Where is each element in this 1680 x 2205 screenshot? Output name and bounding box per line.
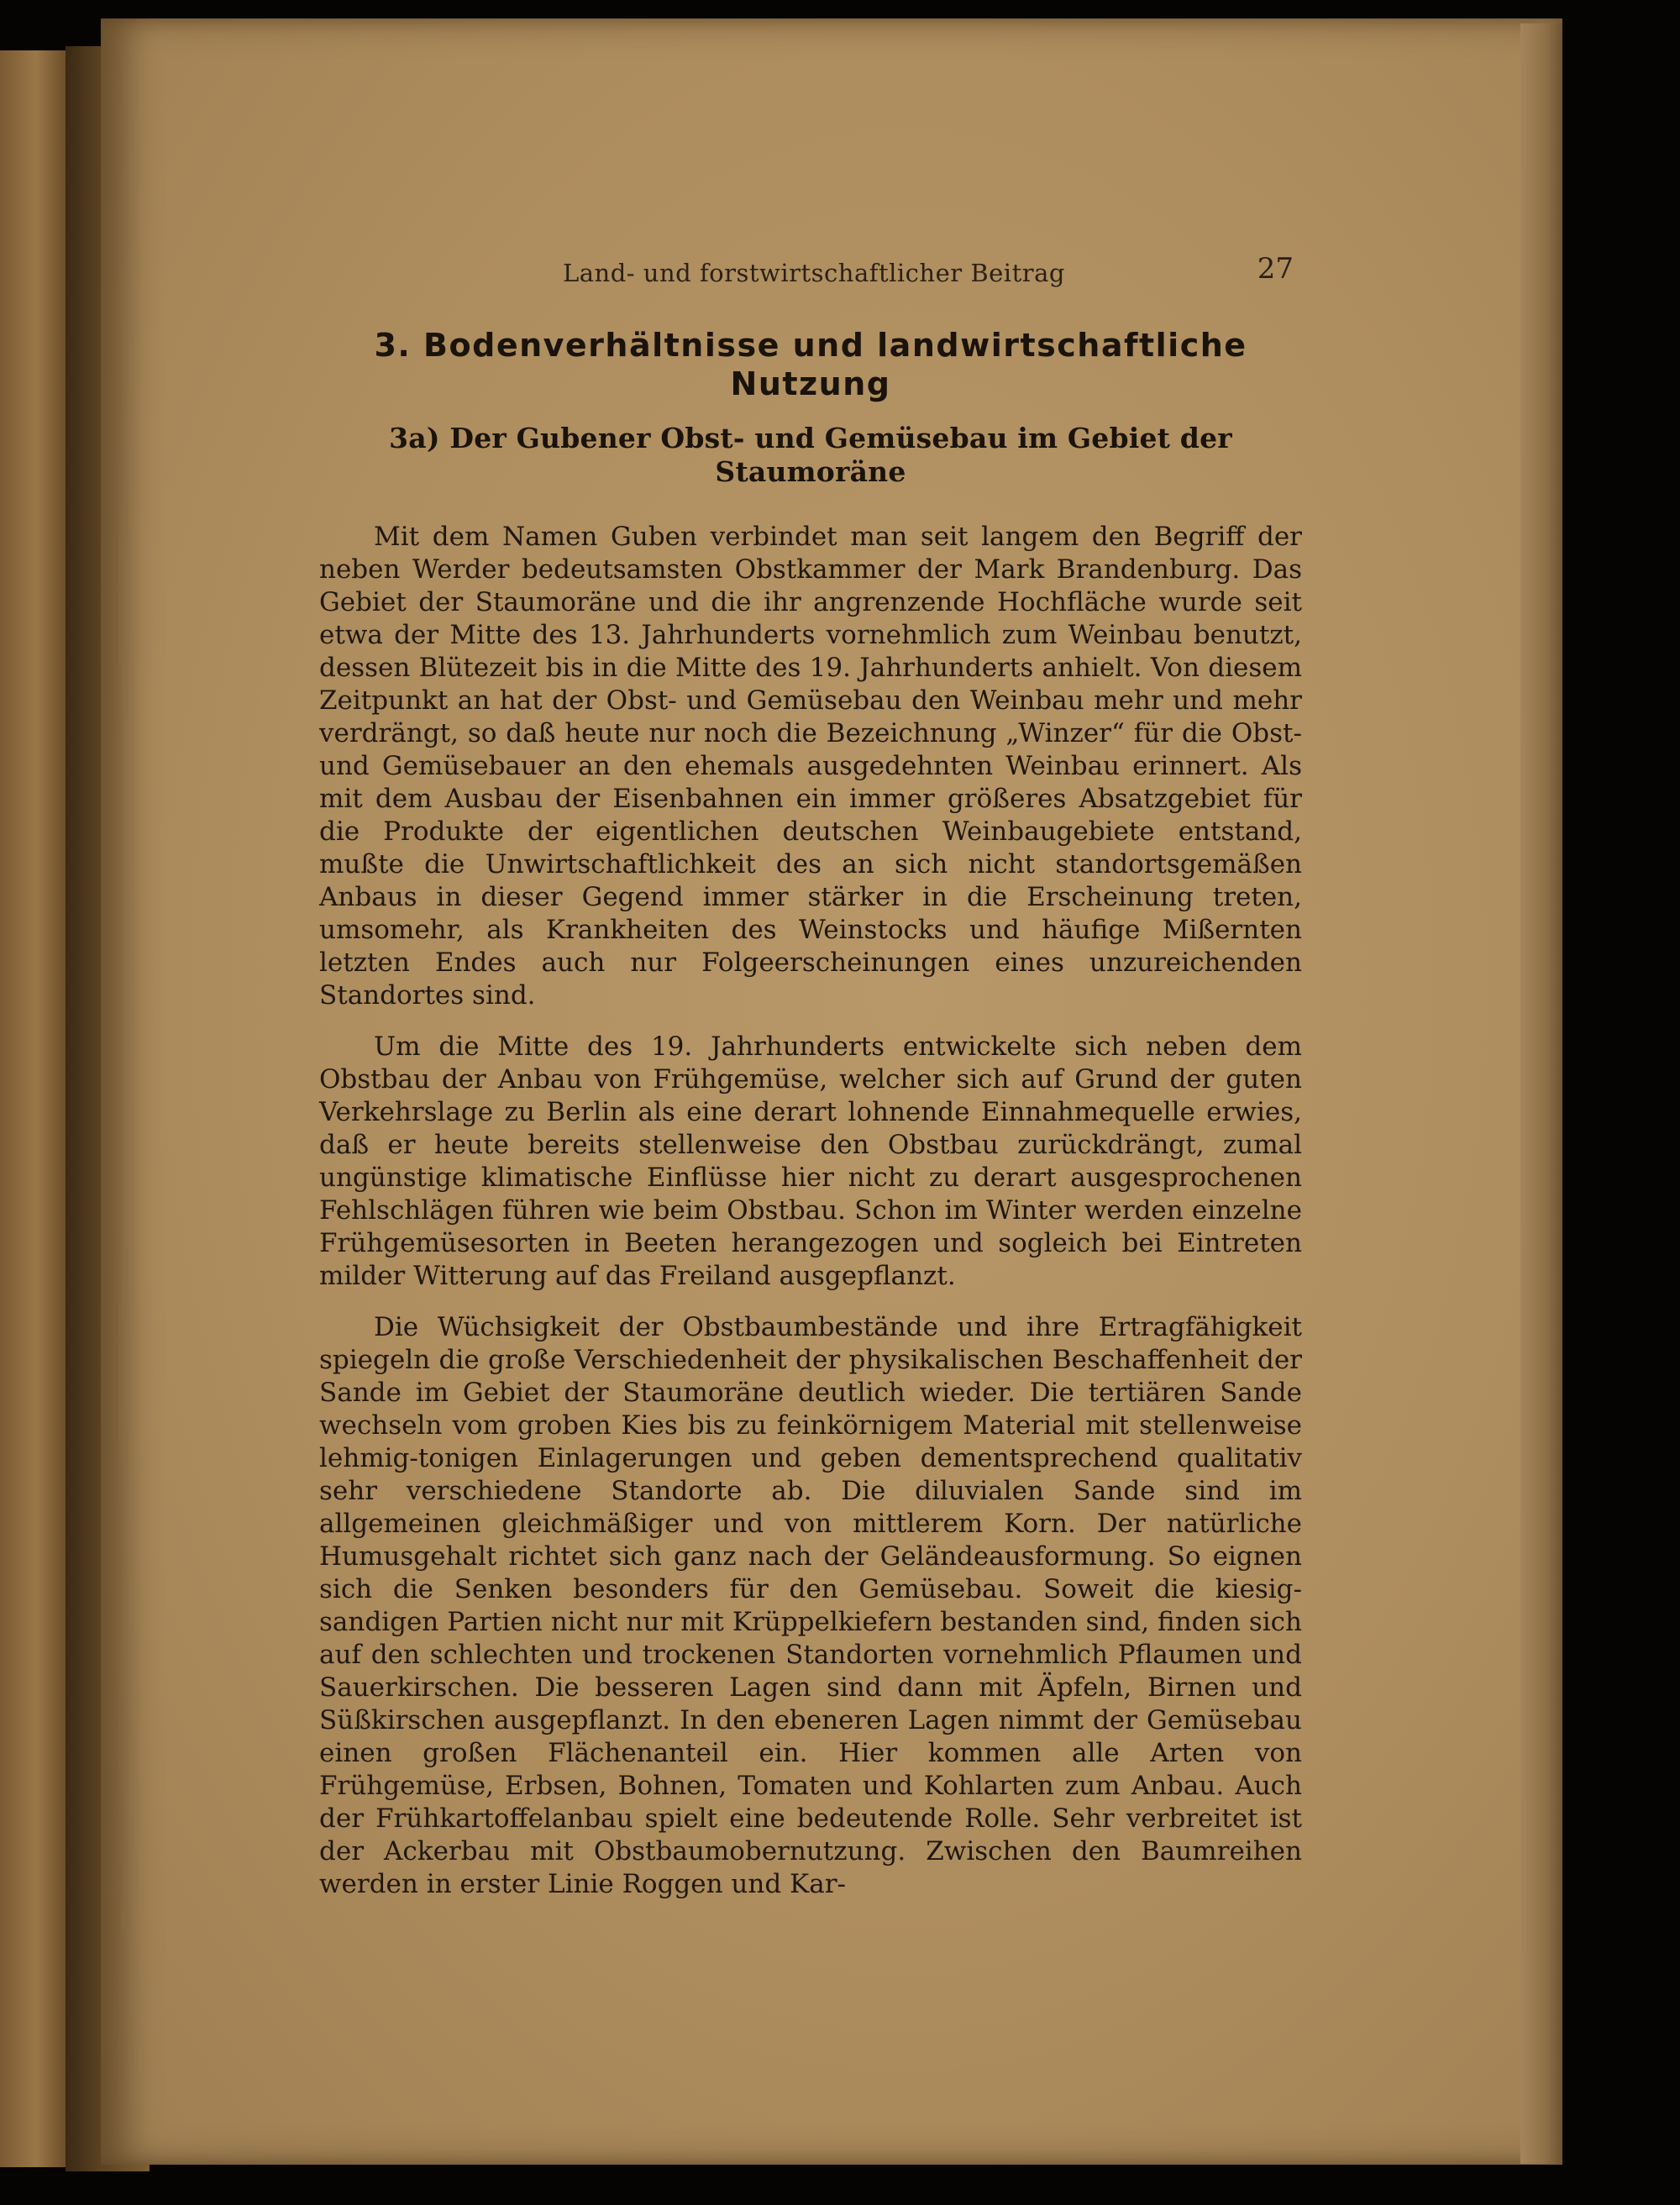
page-number: 27 bbox=[1257, 252, 1294, 286]
running-head bbox=[319, 252, 1302, 286]
chapter-title bbox=[319, 326, 1302, 403]
running-title: Land- und forstwirtschaftlicher Beitrag bbox=[563, 259, 1065, 287]
body-paragraph-1: Mit dem Namen Guben verbindet man seit langem den Begriff der neben Werder bedeutsamsten Obstkammer der Mark Brandenburg. Das Gebiet der Staumoräne und die ihr angrenzende Hochfläche wurde seit etwa der Mitte des 13. Jahrhunderts vornehmlich zum Weinbau benutzt, dessen Blütezeit bis in die Mitte des 19. Jahrhunderts anhielt. Von diesem Zeitpunkt an hat der Obst- und Gemüsebau den Weinbau mehr und mehr verdrängt, so daß heute nur noch die Bezeichnung „Winzer“ für die Obst- und Gemüsebauer an den ehemals ausgedehnten Weinbau erinnert. Als mit dem Ausbau der Eisenbahnen ein immer größeres Absatzgebiet für die Produkte der eigentlichen deutschen Weinbaugebiete entstand, mußte die Unwirtschaftlichkeit des an sich nicht standortsgemäßen Anbaus in dieser Gegend immer stärker in die Erscheinung treten, umsomehr, als Krankheiten des Weinstocks und häufige Mißernten letzten Endes auch nur Folgeerscheinungen eines unzureichenden Standortes sind. bbox=[319, 522, 1302, 1011]
body-paragraph-3: Die Wüchsigkeit der Obstbaumbestände und ihre Ertragfähigkeit spiegeln die große Verschiedenheit der physikalischen Beschaffenheit der Sande im Gebiet der Staumoräne deutlich wieder. Die tertiären Sande wechseln vom groben Kies bis zu feinkörnigem Material mit stellenweise lehmig-tonigen Einlagerungen und geben dementsprechend qualitativ sehr verschiedene Standorte ab. Die diluvialen Sande sind im allgemeinen gleichmäßiger und von mittlerem Korn. Der natürliche Humusgehalt richtet sich ganz nach der Geländeausformung. So eignen sich die Senken besonders für den Gemüsebau. Soweit die kiesig-sandigen Partien nicht nur mit Krüppelkiefern bestanden sind, finden sich auf den schlechten und trockenen Standorten vornehmlich Pflaumen und Sauerkirschen. Die besseren Lagen sind dann mit Äpfeln, Birnen und Süßkirschen ausgepflanzt. In den ebeneren Lagen nimmt der Gemüsebau einen großen Flächenanteil ein. Hier kommen alle Arten von Frühgemüse, Erbsen, Bohnen, Tomaten und Kohlarten zum Anbau. Auch der Frühkartoffelanbau spielt eine bedeutende Rolle. Sehr verbreitet ist der Ackerbau mit Obstbaumobernutzung. Zwischen den Baumreihen werden in erster Linie Roggen und Kar- bbox=[319, 1312, 1302, 1899]
body-paragraph-2: Um die Mitte des 19. Jahrhunderts entwickelte sich neben dem Obstbau der Anbau von Frühgemüse, welcher sich auf Grund der guten Verkehrslage zu Berlin als eine derart lohnende Einnahmequelle erwies, daß er heute bereits stellenweise den Obstbau zurückdrängt, zumal ungünstige klimatische Einflüsse hier nicht zu derart ausgesprochenen Fehlschlägen führen wie beim Obstbau. Schon im Winter werden einzelne Frühgemüsesorten in Beeten herangezogen und sogleich bei Eintreten milder Witterung auf das Freiland ausgepflanzt. bbox=[319, 1032, 1302, 1291]
chapter-title-line-2: Nutzung bbox=[730, 365, 891, 402]
page-text-block bbox=[319, 252, 1302, 1901]
section-title: 3a) Der Gubener Obst- und Gemüsebau im Gebiet der Staumoräne bbox=[389, 422, 1232, 488]
page-fore-edge bbox=[1520, 24, 1562, 2164]
previous-page-edge bbox=[0, 50, 66, 2167]
chapter-title-line-1: 3. Bodenverhältnisse und landwirtschaftliche bbox=[374, 327, 1247, 364]
